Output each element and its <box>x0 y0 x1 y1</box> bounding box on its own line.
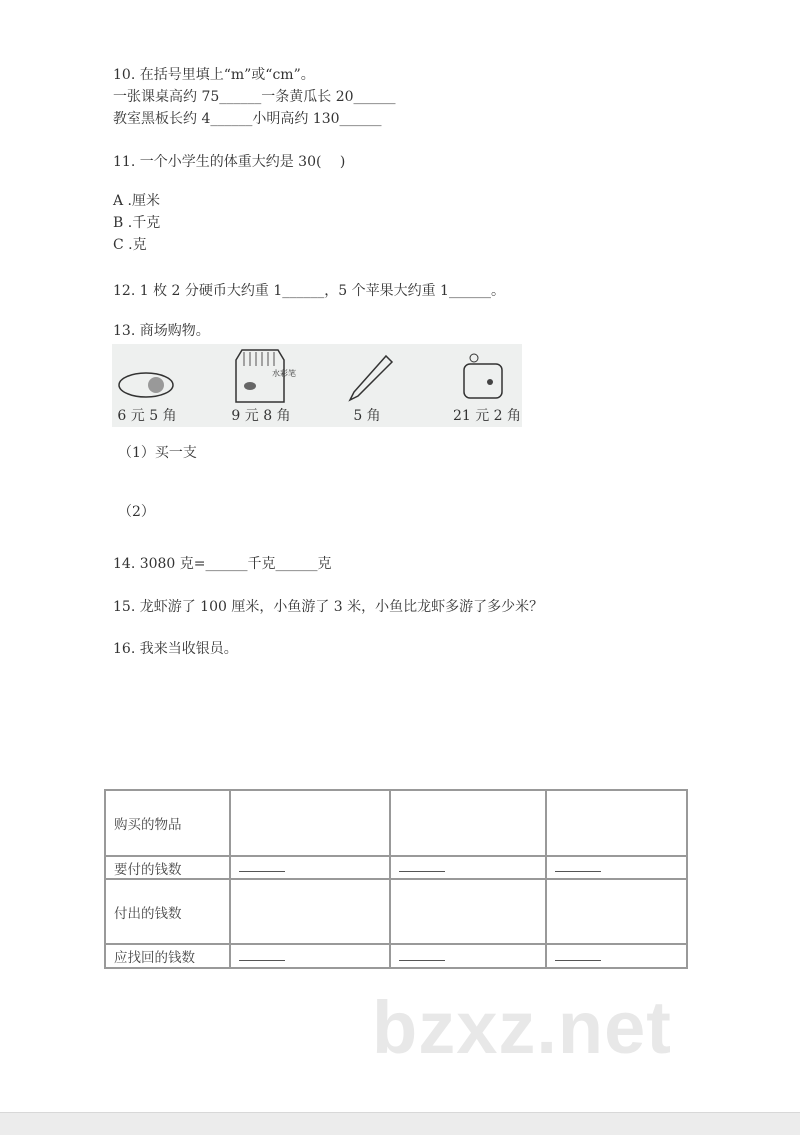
q12-title: 12. 1 枚 2 分硬币大约重 1______，5 个苹果大约重 1______。 <box>113 283 505 299</box>
watermark: bzxz.net <box>372 986 672 1069</box>
answer-cell[interactable] <box>546 879 687 944</box>
answer-cell[interactable] <box>230 944 389 968</box>
answer-cell[interactable] <box>546 944 687 968</box>
q13-title: 13. 商场购物。 <box>113 323 210 339</box>
q13-sub2: （2） <box>118 504 155 520</box>
answer-cell[interactable] <box>390 790 546 856</box>
price-watercolor-pens: 9 元 8 角 <box>231 408 291 424</box>
q13-sub1: （1）买一支 <box>118 445 197 461</box>
table-row <box>105 856 687 879</box>
answer-cell[interactable] <box>390 856 546 879</box>
answer-cell[interactable] <box>390 879 546 944</box>
answer-cell[interactable] <box>230 790 389 856</box>
answer-cell[interactable] <box>546 790 687 856</box>
row-label: 应找回的钱数 <box>105 944 230 968</box>
q10-line2: 教室黑板长约 4______小明高约 130______ <box>113 111 382 127</box>
row-label: 购买的物品 <box>105 790 230 856</box>
answer-cell[interactable] <box>390 944 546 968</box>
box-label: 水彩笔 <box>272 369 296 378</box>
price-pencil: 5 角 <box>353 408 381 424</box>
pencil-icon <box>346 352 396 404</box>
q14-title: 14. 3080 克=______千克______克 <box>113 556 332 572</box>
table-row <box>105 790 687 856</box>
table-row <box>105 879 687 944</box>
q11-option-b: B .千克 <box>113 215 161 231</box>
pencil-case-icon <box>116 368 176 402</box>
table-row <box>105 944 687 968</box>
q15-title: 15. 龙虾游了 100 厘米，小鱼游了 3 米，小鱼比龙虾多游了多少米？ <box>113 599 544 615</box>
bottom-bar <box>0 1112 800 1135</box>
price-pencil-case: 6 元 5 角 <box>117 408 177 424</box>
q16-title: 16. 我来当收银员。 <box>113 641 238 657</box>
q11-option-c: C .克 <box>113 237 147 253</box>
price-sharpener: 21 元 2 角 <box>452 408 522 424</box>
watercolor-pens-icon <box>232 346 296 404</box>
answer-cell[interactable] <box>546 856 687 879</box>
sharpener-icon <box>458 350 508 404</box>
shopping-items-image <box>112 344 522 427</box>
answer-cell[interactable] <box>230 856 389 879</box>
row-label: 要付的钱数 <box>105 856 230 879</box>
q10-line1: 一张课桌高约 75______一条黄瓜长 20______ <box>113 89 396 105</box>
q11-option-a: A .厘米 <box>113 193 161 209</box>
row-label: 付出的钱数 <box>105 879 230 944</box>
answer-cell[interactable] <box>230 879 389 944</box>
q11-title: 11. 一个小学生的体重大约是 30( ) <box>113 154 346 170</box>
q10-title: 10. 在括号里填上“m”或“cm”。 <box>113 67 315 83</box>
cashier-table <box>104 789 688 969</box>
